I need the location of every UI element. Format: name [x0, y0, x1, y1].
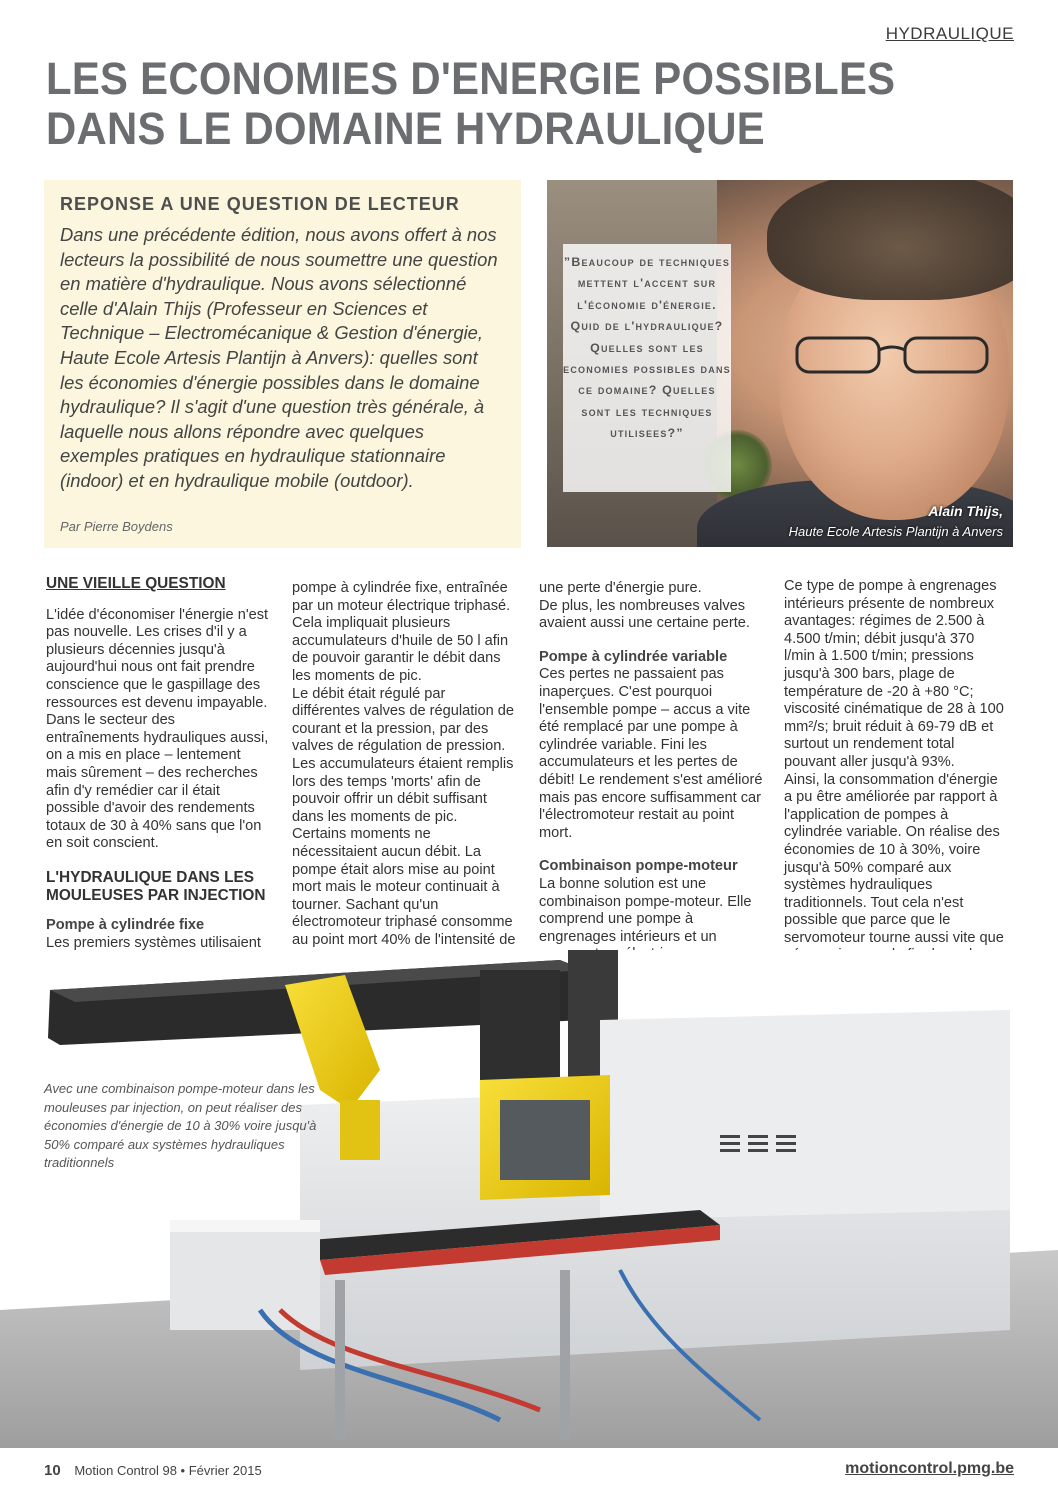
injection-molding-machine-illustration	[0, 950, 1058, 1448]
portrait-photo	[547, 180, 1013, 547]
portrait-caption-name: Alain Thijs,	[928, 503, 1003, 519]
section-heading: L'HYDRAULIQUE DANS LES MOULEUSES PAR INJECTION	[46, 868, 266, 904]
issue-info: Motion Control 98 • Février 2015	[74, 1463, 262, 1478]
column-3	[539, 580, 764, 964]
subheading: Pompe à cylindrée variable	[539, 648, 728, 665]
column-1	[46, 575, 271, 970]
paragraph: Ainsi, la consommation d'énergie a pu être améliorée par rapport à l'application de pompes à cylindrée variable. On réalise des économies de 10 à 30%, voire jusqu'à 50% comparé aux systèmes hydrauliques traditionnels. Tout cela n'est possible que parce que le servomoteur tourne aussi vite que	[784, 771, 1004, 946]
paragraph: Certains moments ne nécessitaient aucun débit. La pompe était alors mise au point mort mais le moteur continuait à tourner. Sachant qu'un électromoteur triphasé consomme au point mort 40% de l'intensité de	[292, 826, 516, 948]
paragraph: L'idée d'économiser l'énergie n'est pas nouvelle. Les crises d'il y a plusieurs décennies jusqu'à aujourd'hui nous ont fait prendre conscience que le gaspillage des ressources est devenu impayable.	[46, 606, 269, 711]
byline: Par Pierre Boydens	[60, 519, 173, 534]
subheading: Pompe à cylindrée fixe	[46, 916, 205, 933]
portrait-caption-school: Haute Ecole Artesis Plantijn à Anvers	[788, 524, 1003, 539]
paragraph: Les accumulateurs étaient remplis lors des temps 'morts' afin de pouvoir offrir un débit suffisant dans les moments de pic.	[292, 755, 514, 825]
paragraph: Les premiers systèmes utilisaient	[46, 934, 261, 951]
column-2	[292, 580, 517, 967]
paragraph: pompe à cylindrée fixe, entraînée par un moteur électrique triphasé. Cela impliquait plusieurs accumulateurs d'huile de 50 l afin de pouvoir garantir le débit dans les moments de pic.	[292, 580, 511, 684]
intro-box	[44, 180, 521, 548]
paragraph: Le débit était régulé par différentes valves de régulation de courant et la pression, par des valves de régulation de pression.	[292, 685, 515, 755]
footer-issue	[44, 1462, 262, 1479]
article-columns	[46, 575, 1016, 950]
section-heading: UNE VIEILLE QUESTION	[46, 575, 226, 592]
headline	[46, 54, 939, 154]
pull-quote	[563, 244, 731, 492]
paragraph: une perte d'énergie pure.	[539, 580, 702, 596]
paragraph: Ce type de pompe à engrenages intérieurs présente de nombreux avantages: régimes de 2.500 à 4.500 t/min; débit jusqu'à 370 l/min à 1.500 t/min; pressions jusqu'à 300 bars, plage de température de -20 à +80 °C; viscosité cinématique de 28 à 100 mm²/s; bruit réduit à 69-79 dB et surtout un rendement total pouvant aller jusqu'à 93%.	[784, 578, 1004, 770]
headline-line-2: DANS LE DOMAINE HYDRAULIQUE	[46, 103, 766, 154]
page-number: 10	[44, 1462, 61, 1479]
paragraph: La bonne solution est une combinaison pompe-moteur. Elle comprend une pompe à engrenages intérieurs et un	[539, 875, 752, 945]
photo-caption: Avec une combinaison pompe-moteur dans les mouleuses par injection, on peut réaliser des économies d'énergie de 10 à 30% voire jusqu'à 50% comparé aux systèmes hydrauliques traditionnels	[44, 1081, 317, 1171]
pull-quote-text: ”Beaucoup de techniques mettent l'accent sur l'économie d'énergie. Quid de l'hydraulique? Quelles sont les economies possibles dans ce domaine? Quelles sont les techniques utilisees?”	[563, 255, 731, 441]
machine-photo	[0, 950, 1058, 1448]
subheading: Combinaison pompe-moteur	[539, 858, 738, 875]
section-label: HYDRAULIQUE	[885, 24, 1014, 43]
paragraph: Dans le secteur des entraînements hydrauliques aussi, on a mis en place – lentement mais sûrement – des recherches afin d'y remédier car il était possible d'avoir des rendements totaux de 30 à 40% sans que l'on en soit conscient.	[46, 712, 269, 852]
column-4	[784, 578, 1009, 965]
paragraph: De plus, les nombreuses valves avaient aussi une certaine perte.	[539, 597, 750, 632]
glasses-icon	[793, 332, 993, 376]
headline-line-1: LES ECONOMIES D'ENERGIE POSSIBLES	[46, 53, 896, 104]
intro-heading: REPONSE A UNE QUESTION DE LECTEUR	[60, 194, 460, 214]
footer-website-link[interactable]: motioncontrol.pmg.be	[845, 1460, 1014, 1477]
paragraph: Ces pertes ne passaient pas inaperçues. C'est pourquoi l'ensemble pompe – accus a vite été remplacé par une pompe à cylindrée variable. Fini les accumulateurs et les pertes de débit! Le rendement s'est amélioré mais pas encore suffisamment car l'électromoteur restait au point mort.	[539, 666, 763, 841]
portrait-hair	[767, 180, 1013, 300]
intro-text: Dans une précédente édition, nous avons offert à nos lecteurs la possibilité de nous soumettre une question en matière d'hydraulique. Nous avons sélectionné celle d'Alain Thijs (Professeur en Sciences et Technique – Electromécanique & Gestion d'énergie, Haute Ecole Artesis Plantijn à Anvers): quelles sont les économies d'énergie possibles dans le domaine hydraulique? Il s'agit d'une question très générale, à laquelle nous allons répondre avec quelques exemples pratiques en hydraulique stationnaire (indoor) et en hydraulique mobile (outdoor).	[60, 224, 498, 491]
